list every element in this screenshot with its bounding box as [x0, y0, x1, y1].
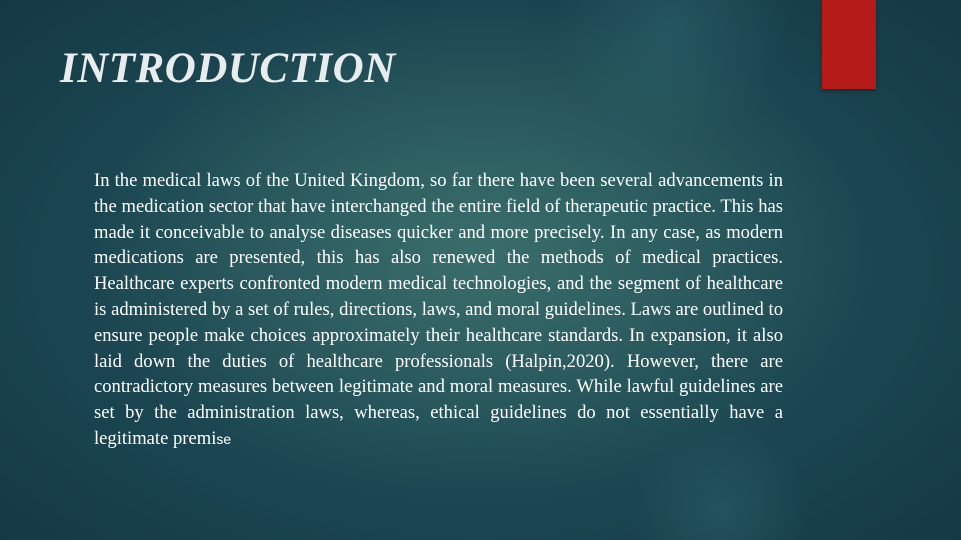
accent-tab: [822, 0, 876, 89]
slide-title: INTRODUCTION: [60, 45, 396, 92]
body-paragraph: [94, 168, 783, 453]
body-tail-text: se: [216, 430, 232, 447]
body-main-text: In the medical laws of the United Kingdom, so far there have been several advancements in the medication sector that have interchanged the entire field of therapeutic practice. This has made it conceivable to analyse diseases quicker and more precisely. In any case, as modern medications are presented, this has also renewed the methods of medical practices. Healthcare experts confronted modern medical technologies, and the segment of healthcare is administered by a set of rules, directions, laws, and moral guidelines. Laws are outlined to ensure people make choices approximately their healthcare standards. In expansion, it also laid down the duties of healthcare professionals (Halpin,2020). However, there are contradictory measures between legitimate and moral measures. While lawful guidelines are set by the administration laws, whereas, ethical guidelines do not essentially have a legitimate premi: [94, 170, 783, 449]
